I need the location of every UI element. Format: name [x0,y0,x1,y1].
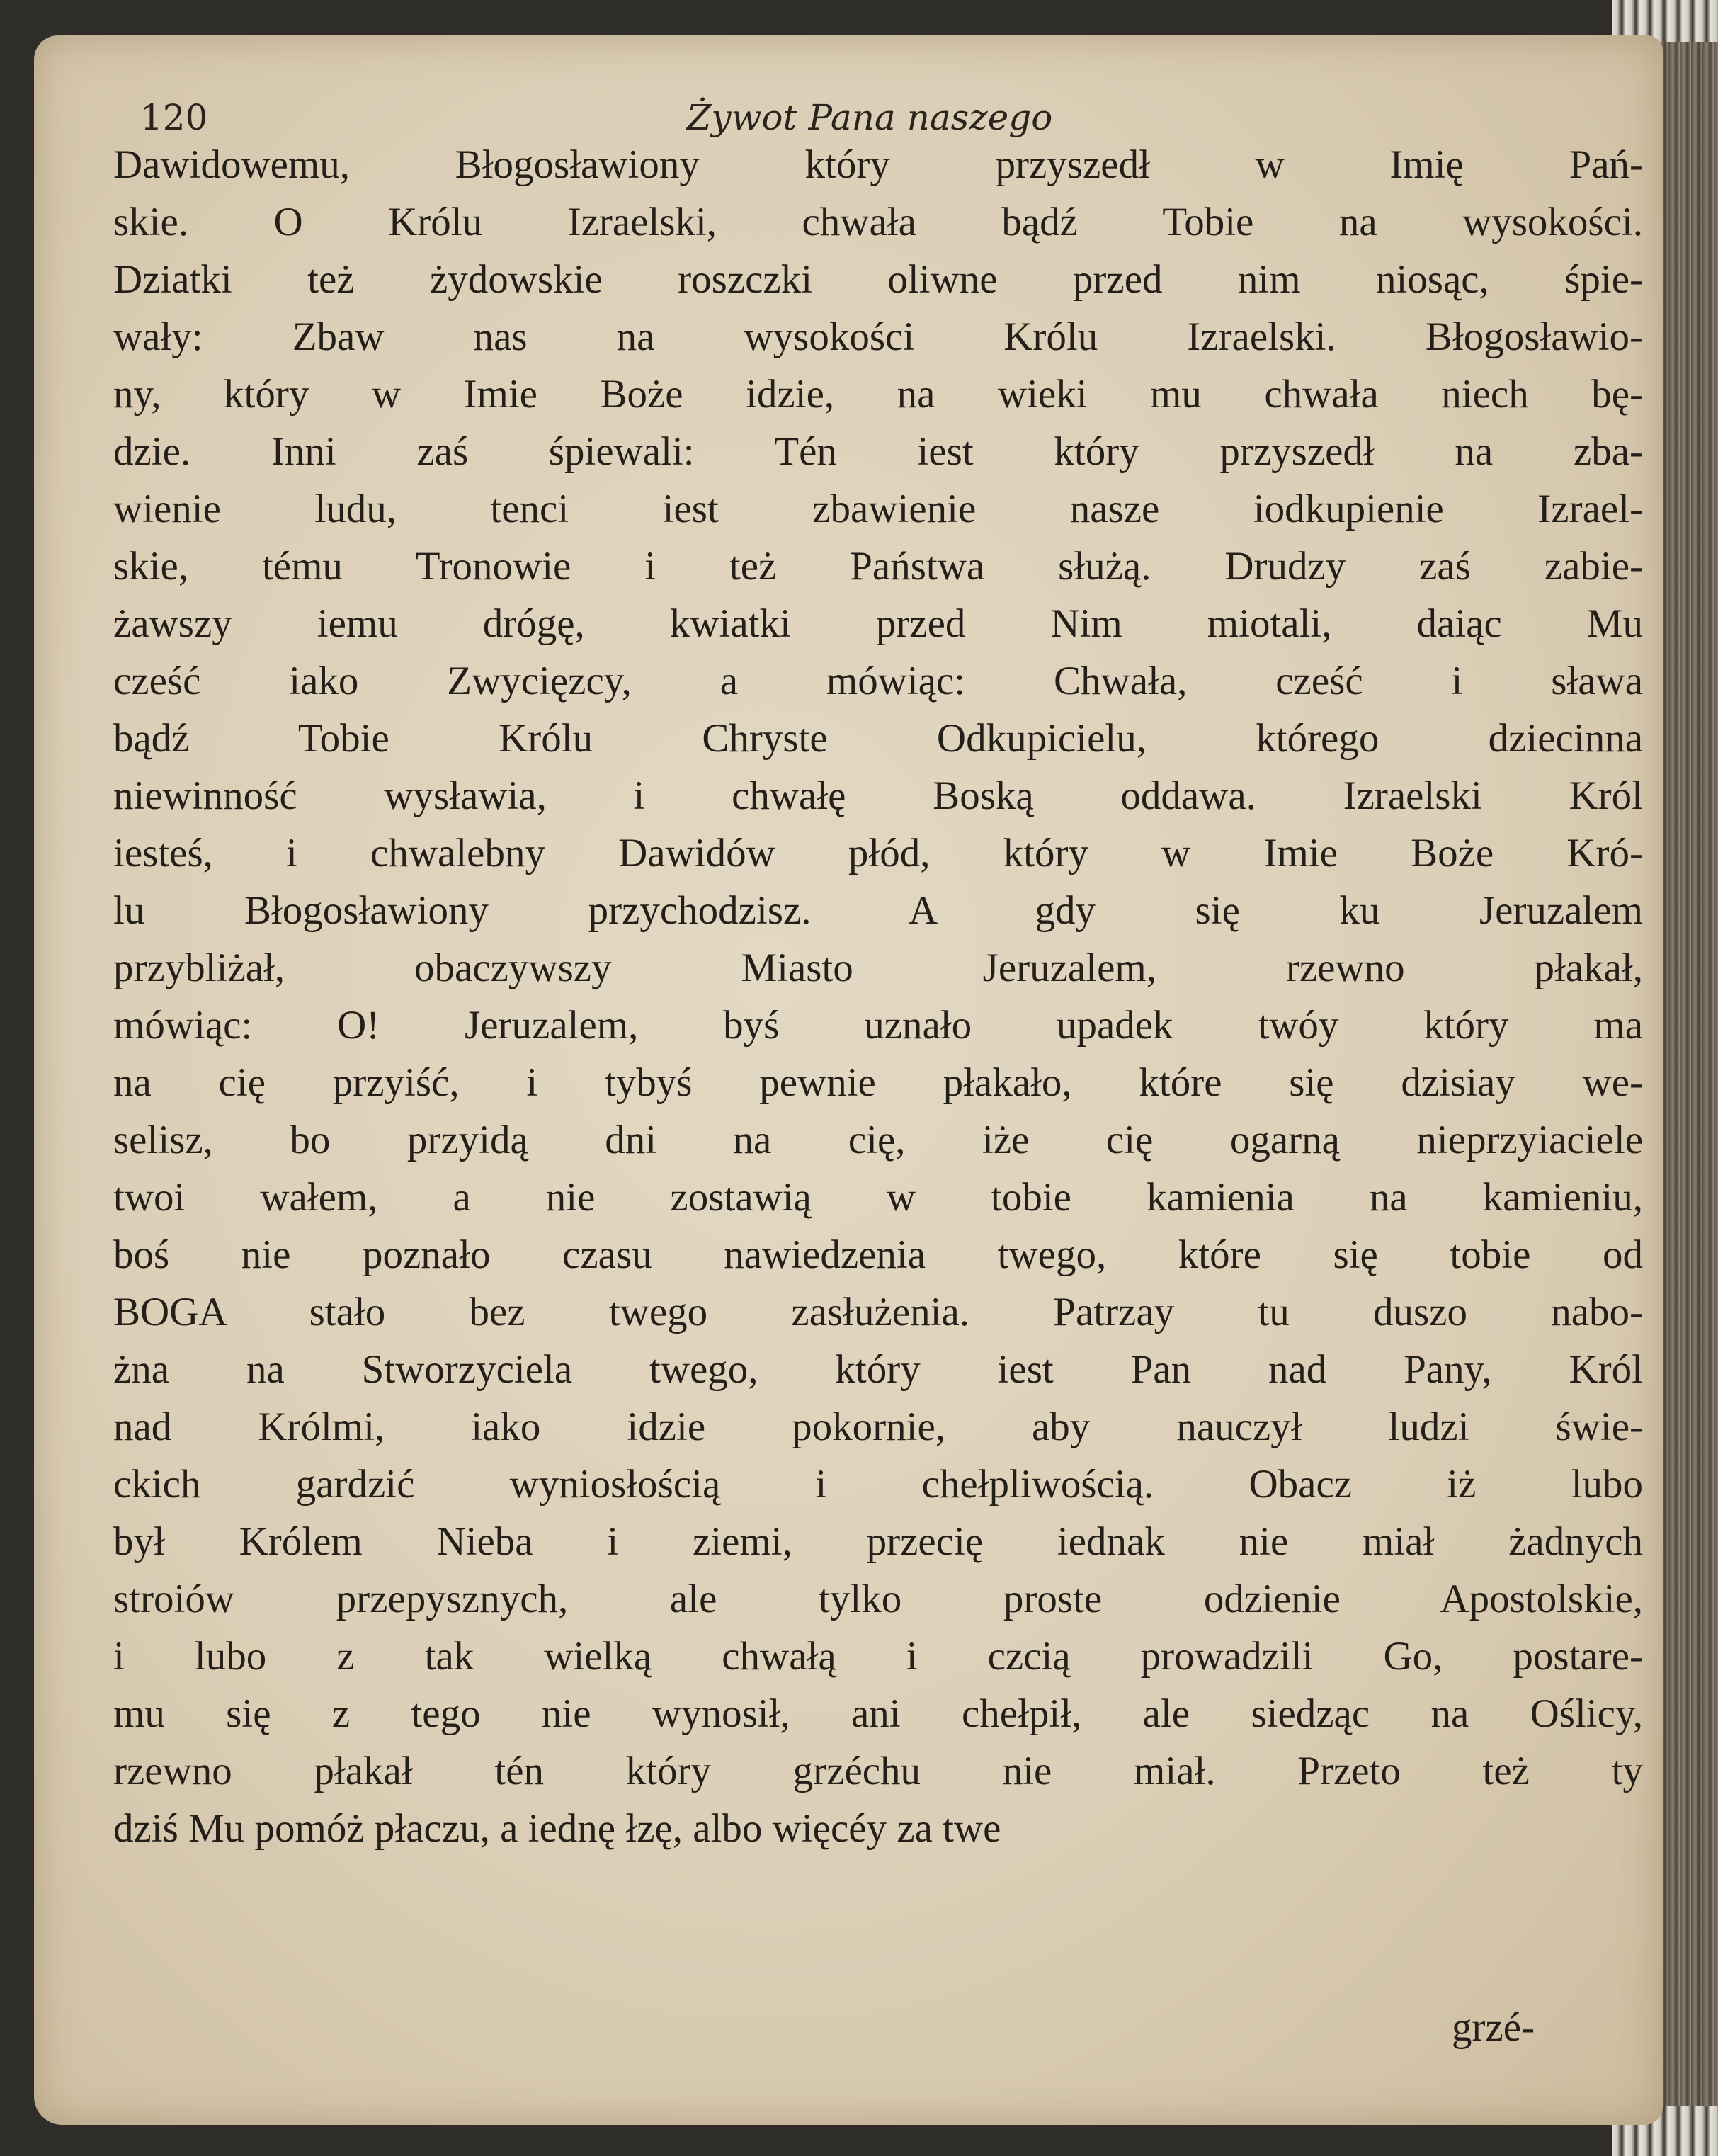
text-line: na cię przyiść, i tybyś pewnie płakało, które się dzisiay we- [113,1060,1643,1105]
text-line: bądź Tobie Królu Chryste Odkupicielu, którego dziecinna [113,716,1643,761]
text-line: żna na Stworzyciela twego, który iest Pan nad Pany, Król [113,1347,1643,1392]
body-text [113,136,1643,1857]
text-line: boś nie poznało czasu nawiedzenia twego, które się tobie od [113,1232,1643,1277]
text-line: dziś Mu pomóż płaczu, a iednę łzę, albo więcéy za twe [113,1806,1001,1851]
text-line: iesteś, i chwalebny Dawidów płód, który w Imie Boże Kró- [113,831,1643,875]
running-title: Żywot Pana naszego [686,97,1053,138]
text-line: Dawidowemu, Błogosławiony który przyszedł w Imię Pań- [113,142,1643,187]
text-line: nad Królmi, iako idzie pokornie, aby nauczył ludzi świe- [113,1405,1643,1449]
text-line: wienie ludu, tenci iest zbawienie nasze iodkupienie Izrael- [113,487,1643,531]
text-line: żawszy iemu drógę, kwiatki przed Nim miotali, daiąc Mu [113,601,1643,646]
text-line: przybliżał, obaczywszy Miasto Jeruzalem, rzewno płakał, [113,946,1643,990]
text-line: selisz, bo przyidą dni na cię, iże cię ogarną nieprzyiaciele [113,1118,1643,1162]
text-line: stroiów przepysznych, ale tylko proste odzienie Apostolskie, [113,1577,1643,1621]
text-line: cześć iako Zwycięzcy, a mówiąc: Chwała, cześć i sława [113,659,1643,703]
text-line: dzie. Inni zaś śpiewali: Tén iest który przyszedł na zba- [113,429,1643,474]
text-line: i lubo z tak wielką chwałą i czcią prowadzili Go, postare- [113,1634,1643,1679]
text-line: mówiąc: O! Jeruzalem, byś uznało upadek twóy który ma [113,1003,1643,1048]
text-line: skie. O Królu Izraelski, chwała bądź Tobie na wysokości. [113,200,1643,244]
text-line: skie, tému Tronowie i też Państwa służą. Drudzy zaś zabie- [113,544,1643,589]
text-line: Dziatki też żydowskie roszczki oliwne przed nim niosąc, śpie- [113,257,1643,302]
text-line: rzewno płakał tén który grzéchu nie miał. Przeto też ty [113,1749,1643,1793]
text-line: niewinność wysławia, i chwałę Boską oddawa. Izraelski Król [113,773,1643,818]
page-number: 120 [140,97,208,138]
text-line: BOGA stało bez twego zasłużenia. Patrzay tu duszo nabo- [113,1290,1643,1334]
text-line: wały: Zbaw nas na wysokości Królu Izraelski. Błogosławio- [113,314,1643,359]
text-line: twoi wałem, a nie zostawią w tobie kamienia na kamieniu, [113,1175,1643,1220]
text-line: lu Błogosławiony przychodzisz. A gdy się ku Jeruzalem [113,888,1643,933]
catchword: grzé- [1452,2005,1535,2050]
text-line: ny, który w Imie Boże idzie, na wieki mu chwała niech bę- [113,372,1643,416]
page-header [105,59,1634,138]
text-line: był Królem Nieba i ziemi, przecię iednak nie miał żadnych [113,1519,1643,1564]
text-line: ckich gardzić wyniosłością i chełpliwością. Obacz iż lubo [113,1462,1643,1507]
text-line: mu się z tego nie wynosił, ani chełpił, ale siedząc na Oślicy, [113,1691,1643,1736]
